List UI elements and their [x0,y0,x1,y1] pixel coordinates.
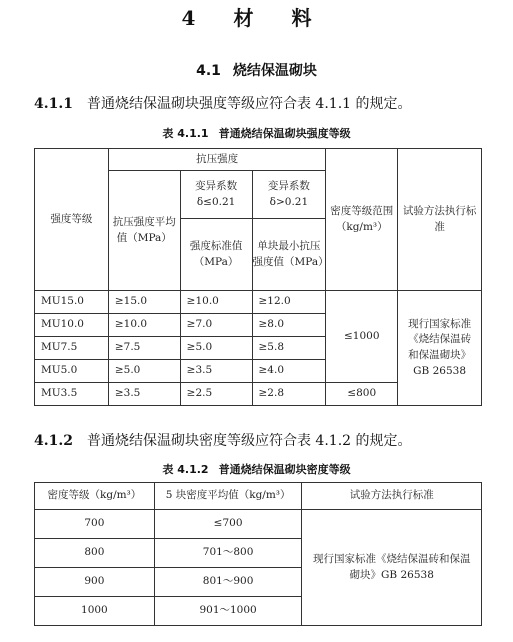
clause-text: 普通烧结保温砌块密度等级应符合表 4.1.2 的规定。 [86,433,412,449]
clause-text: 普通烧结保温砌块强度等级应符合表 4.1.1 的规定。 [86,96,412,112]
header-grade: 密度等级（kg/m³） [35,483,155,510]
table1-caption [0,125,513,141]
cell-grade: 1000 [35,597,155,626]
table1-caption-number: 表 4.1.1 [162,127,209,140]
header-grade: 强度等级 [35,149,109,291]
header-avg: 抗压强度平均值（MPa） [108,171,180,291]
cell-min: ≥12.0 [252,291,326,314]
cell-grade: MU7.5 [35,337,109,360]
table2-caption-title: 普通烧结保温砌块密度等级 [218,463,351,476]
cell-grade: 800 [35,539,155,568]
cell-std: ≥2.5 [180,383,252,406]
cell-method: 现行国家标准《烧结保温砖和保温砌块》GB 26538 [302,510,482,626]
clause-number: 4.1.1 [34,96,73,112]
cell-grade: MU5.0 [35,360,109,383]
cell-grade: MU15.0 [35,291,109,314]
header-avg: 5 块密度平均值（kg/m³） [154,483,302,510]
cell-avg: 701～800 [154,539,302,568]
table2-caption-number: 表 4.1.2 [162,463,209,476]
cell-avg: ≥5.0 [108,360,180,383]
table2-caption [0,461,513,477]
density-grade-table [34,482,482,626]
header-density: 密度等级范围（kg/m³） [326,149,398,291]
cell-density-last: ≤800 [326,383,398,406]
chapter-title-char: 料 [291,6,314,30]
header-min: 单块最小抗压强度值（MPa） [252,219,326,291]
cell-std: ≥5.0 [180,337,252,360]
cell-avg: 801～900 [154,568,302,597]
cell-grade: MU3.5 [35,383,109,406]
cell-grade: 900 [35,568,155,597]
header-method: 试验方法执行标准 [398,149,482,291]
cell-std: ≥7.0 [180,314,252,337]
cell-density-main: ≤1000 [326,291,398,383]
clause-4-1-2 [34,430,412,450]
chapter-title-char: 材 [233,6,256,30]
section-number: 4.1 [196,63,221,79]
cell-min: ≥8.0 [252,314,326,337]
cell-avg: ≥10.0 [108,314,180,337]
cell-method: 现行国家标准《烧结保温砖和保温砌块》GB 26538 [398,291,482,406]
cell-std: ≥3.5 [180,360,252,383]
section-heading [0,60,513,80]
clause-number: 4.1.2 [34,433,73,449]
cell-std: ≥10.0 [180,291,252,314]
cell-min: ≥2.8 [252,383,326,406]
cell-grade: MU10.0 [35,314,109,337]
cell-min: ≥4.0 [252,360,326,383]
cell-avg: ≥3.5 [108,383,180,406]
header-cv-gt: 变异系数 δ>0.21 [252,171,326,219]
chapter-heading [0,2,513,31]
chapter-number: 4 [181,6,198,30]
cell-min: ≥5.8 [252,337,326,360]
table1-caption-title: 普通烧结保温砌块强度等级 [218,127,351,140]
cell-avg: ≤700 [154,510,302,539]
strength-grade-table [34,148,482,406]
clause-4-1-1 [34,93,412,113]
cell-avg: ≥7.5 [108,337,180,360]
cell-avg: ≥15.0 [108,291,180,314]
section-title: 烧结保温砌块 [232,63,317,79]
cell-grade: 700 [35,510,155,539]
cell-avg: 901～1000 [154,597,302,626]
header-method: 试验方法执行标准 [302,483,482,510]
header-cv-le: 变异系数 δ≤0.21 [180,171,252,219]
header-compressive: 抗压强度 [108,149,325,171]
header-std: 强度标准值（MPa） [180,219,252,291]
